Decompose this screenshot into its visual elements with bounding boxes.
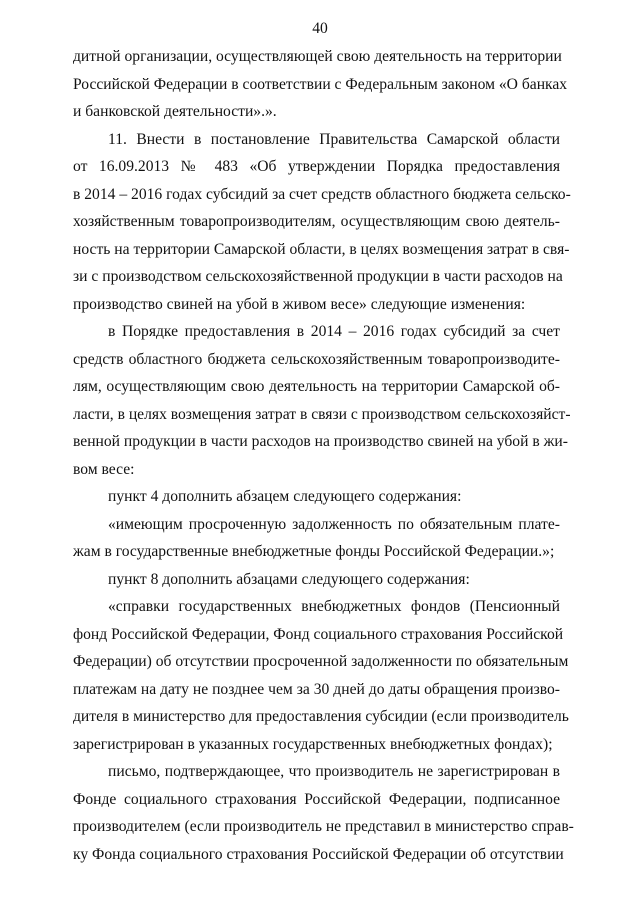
- text-line: пункт 8 дополнить абзацами следующего содержания:: [108, 570, 470, 588]
- text-line: средств областного бюджета сельскохозяйственным товаропроизводите-: [73, 350, 560, 368]
- text-line: венной продукции в части расходов на производство свиней на убой в жи-: [73, 433, 568, 450]
- text-line: хозяйственным товаропроизводителям, осуществляющим свою деятель-: [73, 213, 560, 230]
- document-body: [73, 43, 574, 868]
- text-line: дителя в министерство для предоставления субсидии (если производитель: [73, 708, 569, 725]
- text-line: в Порядке предоставления в 2014 – 2016 годах субсидий за счет: [108, 323, 560, 340]
- text-line: жам в государственные внебюджетные фонды Российской Федерации.»;: [73, 543, 555, 560]
- text-line: Фонде социального страхования Российской Федерации, подписанное: [73, 790, 560, 808]
- page-number: 40: [312, 20, 328, 37]
- text-line: дитной организации, осуществляющей свою деятельность на территории: [73, 48, 562, 65]
- text-line: производство свиней на убой в живом весе» следующие изменения:: [73, 295, 526, 313]
- text-line: платежам на дату не позднее чем за 30 дней до даты обращения произво-: [73, 680, 560, 698]
- text-line: зи с производством сельскохозяйственной продукции в части расходов на: [73, 268, 563, 285]
- text-line: лям, осуществляющим свою деятельность на территории Самарской об-: [73, 378, 560, 395]
- text-line: «имеющим просроченную задолженность по обязательным плате-: [108, 515, 560, 533]
- text-line: вом весе:: [73, 460, 135, 478]
- text-line: от 16.09.2013 № 483 «Об утверждении Порядка предоставления: [73, 158, 560, 175]
- text-line: ку Фонда социального страхования Российской Федерации об отсутствии: [73, 845, 564, 863]
- text-line: в 2014 – 2016 годах субсидий за счет средств областного бюджета сельско-: [73, 185, 571, 203]
- text-line: 11. Внести в постановление Правительства Самарской области: [108, 130, 560, 148]
- text-line: зарегистрирован в указанных государственных внебюджетных фондах);: [73, 735, 553, 753]
- text-line: и банковской деятельности».».: [73, 103, 277, 120]
- text-line: ласти, в целях возмещения затрат в связи с производством сельскохозяйст-: [73, 405, 571, 423]
- text-line: пункт 4 дополнить абзацем следующего содержания:: [108, 488, 462, 505]
- text-line: Российской Федерации в соответствии с Федеральным законом «О банках: [73, 75, 568, 93]
- text-line: производителем (если производитель не представил в министерство справ-: [73, 818, 574, 835]
- text-line: письмо, подтверждающее, что производитель не зарегистрирован в: [108, 763, 560, 780]
- text-line: ность на территории Самарской области, в целях возмещения затрат в свя-: [73, 240, 570, 258]
- text-line: Федерации) об отсутствии просроченной задолженности по обязательным: [73, 653, 569, 670]
- text-line: «справки государственных внебюджетных фондов (Пенсионный: [108, 598, 560, 615]
- text-line: фонд Российской Федерации, Фонд социального страхования Российской: [73, 625, 564, 643]
